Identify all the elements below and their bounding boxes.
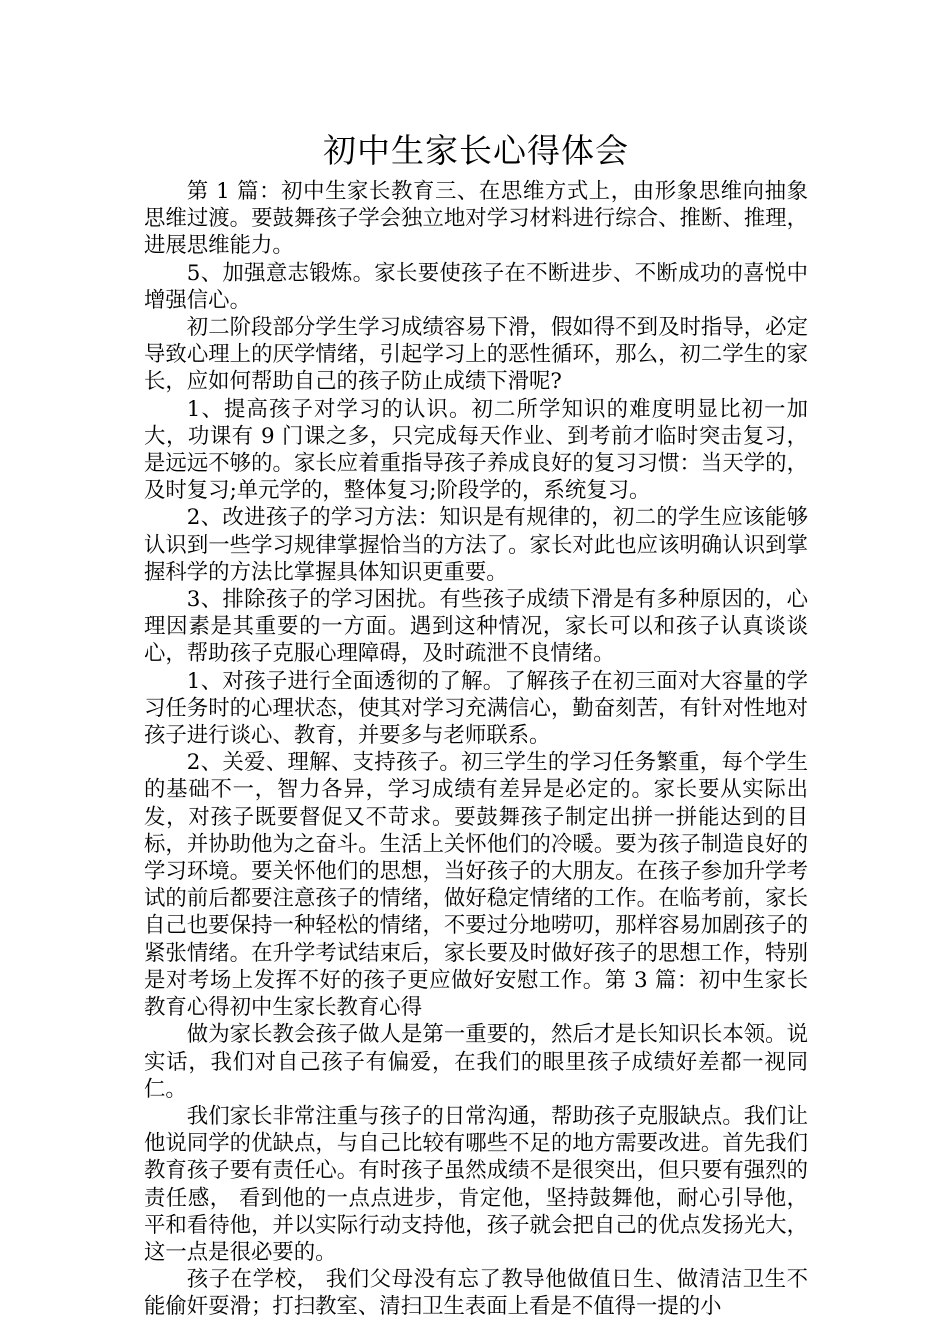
document-title: 初中生家长心得体会 xyxy=(323,131,629,170)
paragraph: 1、对孩子进行全面透彻的了解。了解孩子在初三面对大容量的学习任务时的心理状态，使其对学习充满信心，勤奋刻苦，有针对性地对孩子进行谈心、教育，并要多与老师联系。 xyxy=(144,668,808,749)
paragraph: 孩子在学校， 我们父母没有忘了教导他做值日生、做清洁卫生不能偷奸耍滑；打扫教室、清扫卫生表面上看是不值得一提的小 xyxy=(144,1267,808,1320)
paragraph: 做为家长教会孩子做人是第一重要的，然后才是长知识长本领。说实话，我们对自己孩子有偏爱，在我们的眼里孩子成绩好差都一视同仁。 xyxy=(144,1022,808,1102)
document-body xyxy=(144,178,808,1321)
paragraph: 第 1 篇：初中生家长教育三、在思维方式上，由形象思维向抽象思维过渡。要鼓舞孩子学会独立地对学习材料进行综合、推断、推理，进展思维能力。 xyxy=(144,179,808,259)
paragraph: 初二阶段部分学生学习成绩容易下滑，假如得不到及时指导，必定导致心理上的厌学情绪，引起学习上的恶性循环，那么，初二学生的家长，应如何帮助自己的孩子防止成绩下滑呢? xyxy=(144,315,808,395)
document-page xyxy=(144,128,808,1320)
paragraph: 3、排除孩子的学习困扰。有些孩子成绩下滑是有多种原因的，心理因素是其重要的一方面。遇到这种情况，家长可以和孩子认真谈谈心，帮助孩子克服心理障碍，及时疏泄不良情绪。 xyxy=(144,587,808,667)
paragraph: 1、提高孩子对学习的认识。初二所学知识的难度明显比初一加大，功课有 9 门课之多，只完成每天作业、到考前才临时突击复习，是远远不够的。家长应着重指导孩子养成良好的复习习惯：当天学的，及时复习;单元学的，整体复习;阶段学的，系统复习。 xyxy=(144,396,808,504)
paragraph: 5、加强意志锻炼。家长要使孩子在不断进步、不断成功的喜悦中增强信心。 xyxy=(144,260,808,313)
paragraph: 我们家长非常注重与孩子的日常沟通，帮助孩子克服缺点。我们让他说同学的优缺点，与自己比较有哪些不足的地方需要改进。首先我们教育孩子要有责任心。有时孩子虽然成绩不是很突出，但只要有强烈的责任感， 看到他的一点点进步，肯定他，坚持鼓舞他，耐心引导他，平和看待他，并以实际行动支持他，孩子就会把自己的优点发扬光大，这一点是很必要的。 xyxy=(144,1103,808,1265)
paragraph: 2、关爱、理解、支持孩子。初三学生的学习任务繁重，每个学生的基础不一，智力各异，学习成绩有差异是必定的。家长要从实际出发，对孩子既要督促又不苛求。要鼓舞孩子制定出拼一拼能达到的目标，并协助他为之奋斗。生活上关怀他们的冷暖。要为孩子制造良好的学习环境。要关怀他们的思想，当好孩子的大朋友。在孩子参加升学考试的前后都要注意孩子的情绪，做好稳定情绪的工作。在临考前，家长自己也要保持一种轻松的情绪，不要过分地唠叨，那样容易加剧孩子的紧张情绪。在升学考试结束后，家长要及时做好孩子的思想工作，特别是对考场上发挥不好的孩子更应做好安慰工作。第 3 篇：初中生家长教育心得初中生家长教育心得 xyxy=(144,750,808,1021)
paragraph: 2、改进孩子的学习方法：知识是有规律的，初二的学生应该能够认识到一些学习规律掌握恰当的方法了。家长对此也应该明确认识到掌握科学的方法比掌握具体知识更重要。 xyxy=(144,505,808,585)
